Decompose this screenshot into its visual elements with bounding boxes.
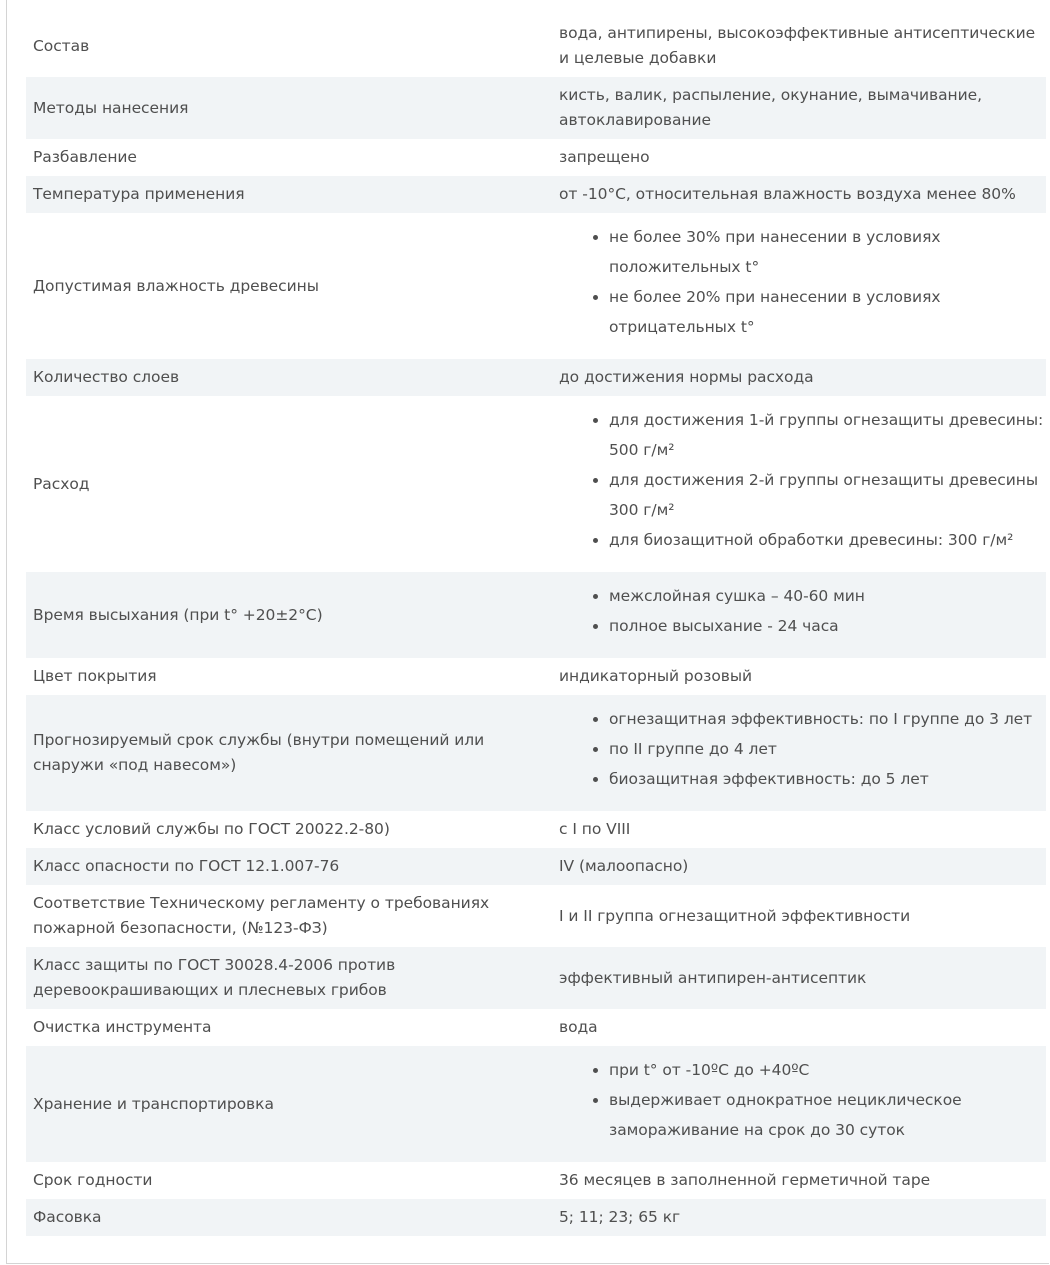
row-label: Цвет покрытия [33,667,157,685]
table-row [26,396,1046,572]
row-label: Состав [33,36,90,55]
row-label: Хранение и транспортировка [26,1046,552,1162]
value-list [559,1055,1046,1145]
list-item: • межслойная сушка – 40-60 мин [609,581,1046,611]
value-list [559,222,1046,342]
row-value: с I по VIII [559,820,631,838]
row-label: Срок годности [33,1171,153,1189]
table-row [26,1162,1046,1199]
table-row [26,1199,1046,1236]
list-item: • выдерживает однократное нециклическое замораживание на срок до 30 суток [609,1085,1046,1145]
table-row [26,213,1046,359]
row-value: индикаторный розовый [559,667,753,685]
row-value: до достижения нормы расхода [552,359,1046,396]
row-value: 5; 11; 23; 65 кг [552,1199,1046,1236]
row-value [552,1046,1046,1162]
row-value [552,213,1046,359]
table-row [26,885,1046,947]
list-item: • для биозащитной обработки древесины: 300 г/м² [609,525,1046,555]
row-label: Разбавление [33,148,137,166]
row-value: от -10°С, относительная влажность воздуха менее 80% [552,176,1046,213]
row-label: Время высыхания (при t° +20±2°С) [26,572,552,658]
value-list [559,581,1046,641]
list-item: • при t° от -10ºС до +40ºС [609,1055,1046,1085]
row-value: I и II группа огнезащитной эффективности [559,906,911,925]
table-row [26,811,1046,848]
row-label: Класс условий службы по ГОСТ 20022.2-80) [33,820,390,838]
list-item: • полное высыхание - 24 часа [609,611,1046,641]
row-value [552,572,1046,658]
table-row [26,1046,1046,1162]
table-row [26,947,1046,1009]
row-label: Методы нанесения [26,77,552,139]
row-label: Фасовка [26,1199,552,1236]
row-value [552,396,1046,572]
row-value: 36 месяцев в заполненной герметичной таре [559,1171,931,1189]
list-item: • не более 30% при нанесении в условиях положительных t° [609,222,1046,282]
list-item: • для достижения 1-й группы огнезащиты древесины: 500 г/м² [609,405,1046,465]
table-row [26,572,1046,658]
row-value [552,695,1046,811]
list-item: • по II группе до 4 лет [609,734,1046,764]
table-row [26,359,1046,396]
row-label: Соответствие Техническому регламенту о требованиях пожарной безопасности, (№123-ФЗ) [33,894,490,937]
specifications-table [26,15,1046,1236]
table-row [26,658,1046,695]
list-item: • для достижения 2-й группы огнезащиты древесины 300 г/м² [609,465,1046,525]
list-item: • не более 20% при нанесении в условиях отрицательных t° [609,282,1046,342]
table-row [26,77,1046,139]
list-item: • огнезащитная эффективность: по I группе до 3 лет [609,704,1046,734]
row-label: Расход [33,474,90,493]
row-value: эффективный антипирен-антисептик [552,947,1046,1009]
row-value: кисть, валик, распыление, окунание, вымачивание, автоклавирование [552,77,1046,139]
row-value: вода [559,1018,598,1036]
row-value: вода, антипирены, высокоэффективные антисептические и целевые добавки [559,24,1036,67]
row-value: запрещено [559,148,650,166]
row-label: Прогнозируемый срок службы (внутри помещений или снаружи «под навесом») [26,695,552,811]
value-list [559,405,1046,555]
table-row [26,1009,1046,1046]
table-row [26,139,1046,176]
row-label: Количество слоев [26,359,552,396]
table-row [26,695,1046,811]
row-value: IV (малоопасно) [552,848,1046,885]
row-label: Допустимая влажность древесины [33,276,319,295]
list-item: • биозащитная эффективность: до 5 лет [609,764,1046,794]
row-label: Класс опасности по ГОСТ 12.1.007-76 [26,848,552,885]
row-label: Температура применения [26,176,552,213]
value-list [559,704,1046,794]
table-row [26,848,1046,885]
table-row [26,15,1046,77]
row-label: Класс защиты по ГОСТ 30028.4-2006 против деревоокрашивающих и плесневых грибов [26,947,552,1009]
row-label: Очистка инструмента [33,1018,212,1036]
table-row [26,176,1046,213]
